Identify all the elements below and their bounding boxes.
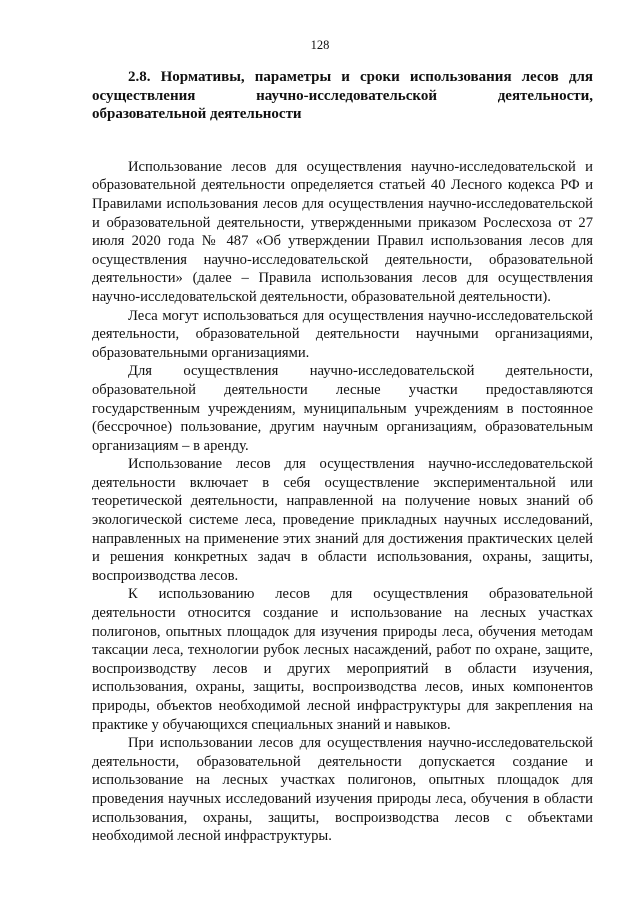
paragraph-2: Леса могут использоваться для осуществления научно-исследовательской деятельности, образовательной деятельности научными организациями, образовательными организациями. bbox=[92, 307, 593, 361]
page-number: 128 bbox=[310, 38, 330, 52]
paragraph-1: Использование лесов для осуществления научно-исследовательской и образовательной деятельности определяется статьей 40 Лесного кодекса РФ и Правилами использования лесов для осуществления научно-исследовательской и образовательной деятельности, утвержденными приказом Рослесхоза от 27 июля 2020 года № 487 «Об утверждении Правил использования лесов для осуществления научно-исследовательской деятельности, образовательной деятельности» (далее – Правила использования лесов для осуществления научно-исследовательской деятельности, образовательной деятельности). bbox=[92, 158, 593, 305]
body-text bbox=[92, 158, 593, 846]
section-heading: 2.8. Нормативы, параметры и сроки использования лесов для осуществления научно-исследовательской деятельности, образовательной деятельности bbox=[92, 69, 593, 123]
page-content bbox=[92, 68, 593, 846]
paragraph-5: К использованию лесов для осуществления образовательной деятельности относится создание и использование на лесных участках полигонов, опытных площадок для изучения природы леса, обучения методам таксации леса, технологии рубок лесных насаждений, работ по охране, защите, воспроизводству лесов и других мероприятий в области изучения, использования, охраны, защиты, воспроизводства лесов, иных компонентов природы, объектов необходимой лесной инфраструктуры для закрепления на практике у обучающихся специальных знаний и навыков. bbox=[92, 586, 593, 733]
paragraph-3: Для осуществления научно-исследовательской деятельности, образовательной деятельности лесные участки предоставляются государственным учреждениям, муниципальным учреждениям в постоянное (бессрочное) пользование, другим научным организациям, образовательным организациям – в аренду. bbox=[92, 363, 593, 454]
paragraph-4: Использование лесов для осуществления научно-исследовательской деятельности включает в себя осуществление экспериментальной или теоретической деятельности, направленной на получение новых знаний об экологической системе леса, проведение прикладных научных исследований, направленных на применение этих знаний для достижения практических целей и решения конкретных задач в области использования, охраны, защиты, воспроизводства лесов. bbox=[92, 456, 593, 584]
paragraph-6: При использовании лесов для осуществления научно-исследовательской деятельности, образовательной деятельности допускается создание и использование на лесных участках полигонов, опытных площадок для проведения научных исследований изучения природы леса, обучения в области использования, охраны, защиты, воспроизводства лесов с объектами необходимой лесной инфраструктуры. bbox=[92, 735, 593, 845]
